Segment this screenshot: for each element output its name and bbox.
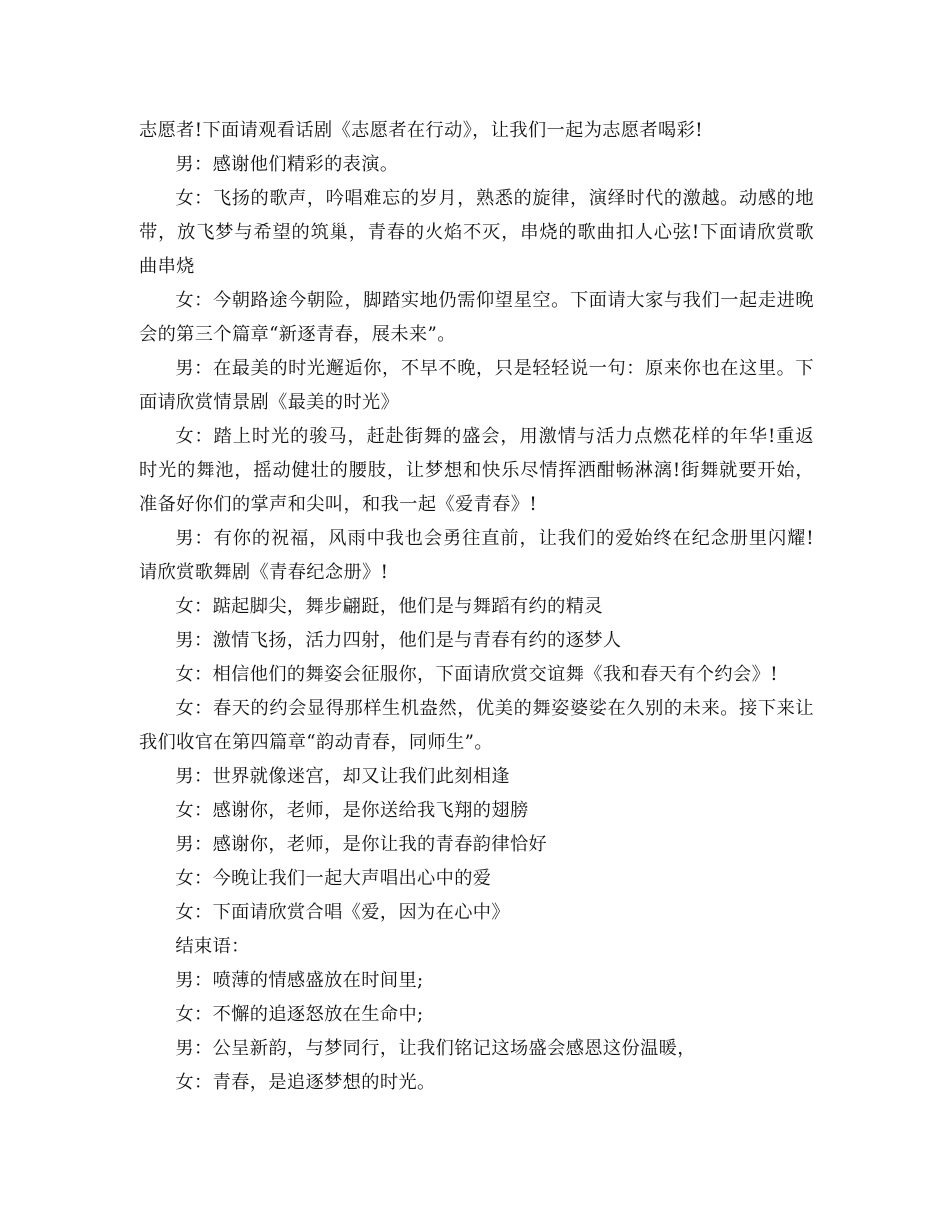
paragraph: 男：公呈新韵，与梦同行，让我们铭记这场盛会感恩这份温暖， — [175, 1038, 696, 1059]
paragraph: 女：今晚让我们一起大声唱出心中的爱 — [175, 868, 492, 889]
document-body — [139, 114, 814, 1100]
paragraph: 女：下面请欣赏合唱《爱，因为在心中》 — [175, 902, 510, 923]
paragraph: 女：飞扬的歌声，吟唱难忘的岁月，熟悉的旋律，演绎时代的激越。动感的地带，放飞梦与希望的筑巢，青春的火焰不灭，串烧的歌曲扣人心弦!下面请欣赏歌曲串烧 — [139, 188, 814, 277]
paragraph: 男：感谢你，老师，是你让我的青春韵律恰好 — [175, 834, 548, 855]
paragraph: 男：喷薄的情感盛放在时间里; — [175, 970, 424, 991]
paragraph: 男：世界就像迷宫，却又让我们此刻相逢 — [175, 766, 510, 787]
paragraph: 男：在最美的时光邂逅你，不早不晚，只是轻轻说一句：原来你也在这里。下面请欣赏情景剧《最美的时光》 — [139, 358, 814, 413]
paragraph: 女：不懈的追逐怒放在生命中; — [175, 1004, 424, 1025]
paragraph: 男：有你的祝福，风雨中我也会勇往直前，让我们的爱始终在纪念册里闪耀!请欣赏歌舞剧《青春纪念册》! — [139, 528, 814, 583]
paragraph: 女：相信他们的舞姿会征服你，下面请欣赏交谊舞《我和春天有个约会》! — [175, 664, 778, 685]
paragraph: 男：感谢他们精彩的表演。 — [175, 154, 399, 175]
paragraph: 男：激情飞扬，活力四射，他们是与青春有约的逐梦人 — [175, 630, 622, 651]
paragraph: 女：踏上时光的骏马，赶赴街舞的盛会，用激情与活力点燃花样的年华!重返时光的舞池，摇动健壮的腰肢，让梦想和快乐尽情挥洒酣畅淋漓!街舞就要开始，准备好你们的掌声和尖叫，和我一起《爱青春》! — [139, 426, 814, 515]
paragraph: 志愿者!下面请观看话剧《志愿者在行动》，让我们一起为志愿者喝彩! — [139, 120, 703, 141]
paragraph: 女：感谢你，老师，是你送给我飞翔的翅膀 — [175, 800, 529, 821]
paragraph: 女：踮起脚尖，舞步翩跹，他们是与舞蹈有约的精灵 — [175, 596, 603, 617]
paragraph: 女：今朝路途今朝险，脚踏实地仍需仰望星空。下面请大家与我们一起走进晚会的第三个篇章“新逐青春，展未来”。 — [139, 290, 814, 345]
paragraph: 女：春天的约会显得那样生机盎然，优美的舞姿婆娑在久别的未来。接下来让我们收官在第四篇章“韵动青春，同师生”。 — [139, 698, 814, 753]
section-label: 结束语： — [175, 936, 250, 957]
paragraph: 女：青春，是追逐梦想的时光。 — [175, 1072, 436, 1093]
